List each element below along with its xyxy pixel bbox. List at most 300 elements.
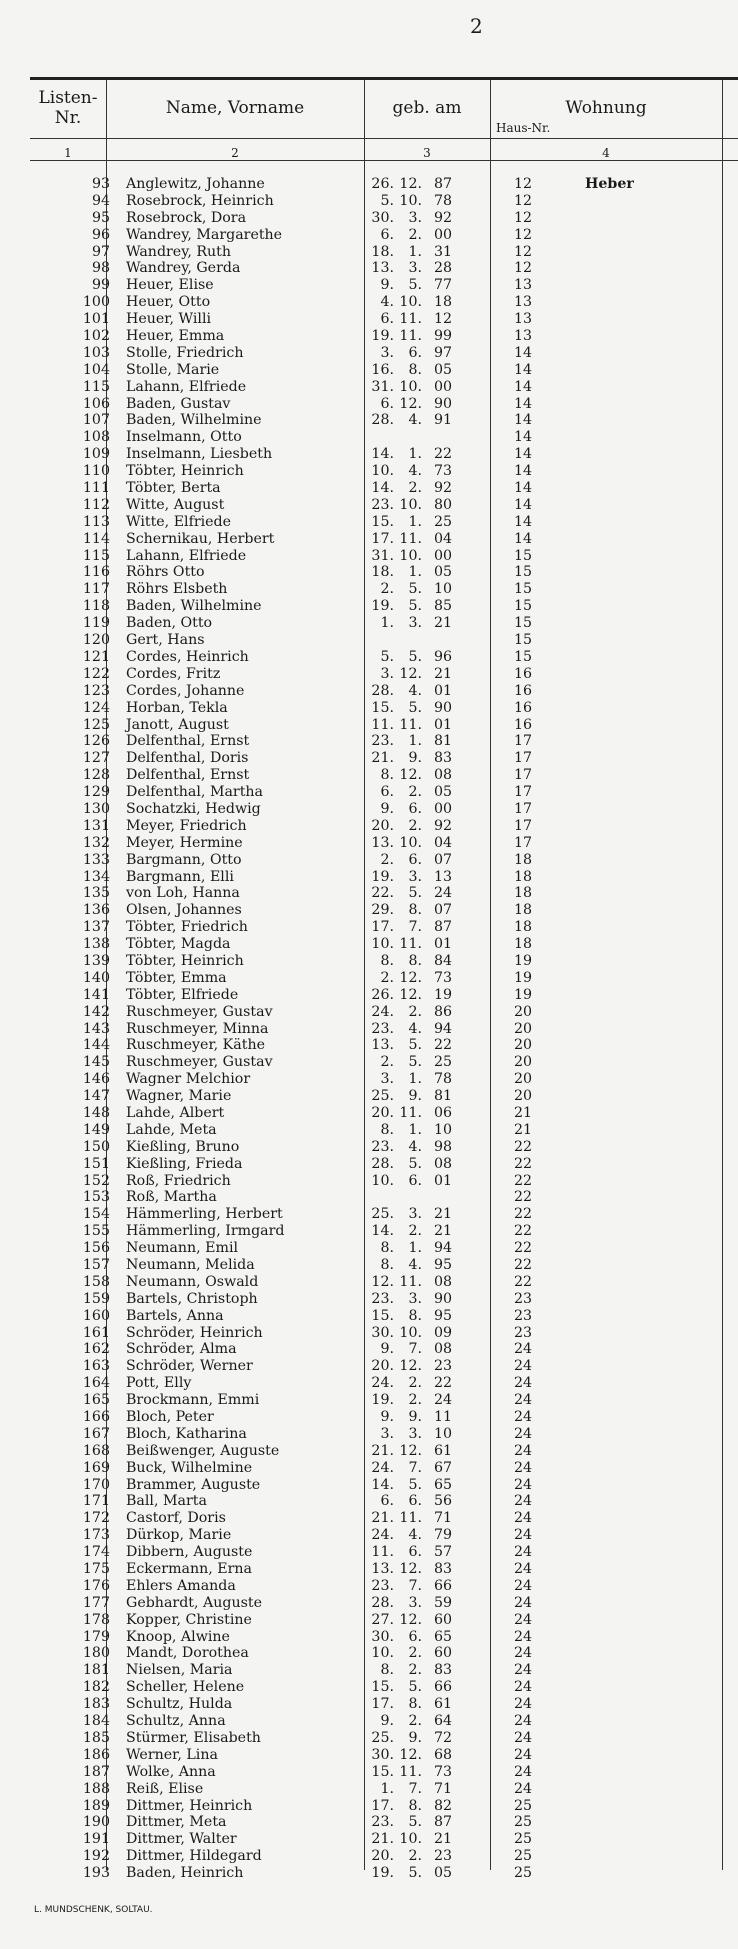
row-house-number: 19 [513,986,533,1003]
row-birth-year: 64 [433,1713,452,1730]
row-house-number: 24 [513,1628,533,1645]
row-name: Janott, August [126,716,229,733]
row-house-number: 13 [513,328,533,345]
row-birth-year: 18 [433,294,452,311]
row-birth-month: 12. [399,1611,422,1628]
row-name: Delfenthal, Ernst [126,733,250,750]
row-house-number: 24 [513,1713,533,1730]
row-number: 97 [91,243,110,260]
header-wohnung: Wohnung [565,98,647,118]
row-birth-month: 1. [408,1121,422,1138]
table-row [0,1054,738,1071]
row-birth-day: 30. [371,1746,394,1763]
row-birth-month: 3. [408,1290,422,1307]
row-birth-month: 1. [408,733,422,750]
row-birth-day: 8. [380,1662,394,1679]
row-number: 96 [91,226,110,243]
row-house-number: 24 [513,1527,533,1544]
row-birth-month: 3. [408,615,422,632]
row-house-number: 24 [513,1662,533,1679]
row-birth-month: 5. [408,699,422,716]
row-birth-day: 24. [371,1003,394,1020]
row-birth-day: 2. [380,851,394,868]
row-birth-year: 10 [433,1121,452,1138]
row-name: Rosebrock, Dora [126,209,247,226]
row-birth-day: 11. [371,716,394,733]
row-birth-year: 86 [433,1003,452,1020]
table-row [0,1173,738,1190]
row-number: 106 [82,395,110,412]
row-birth-month: 7. [408,1341,422,1358]
table-row [0,294,738,311]
row-birth-day: 9. [380,1409,394,1426]
row-birth-day: 10. [371,1645,394,1662]
row-number: 187 [82,1763,110,1780]
row-name: Heuer, Emma [126,328,225,345]
row-birth-year: 79 [433,1527,452,1544]
row-number: 147 [82,1088,110,1105]
row-birth-day: 20. [371,817,394,834]
row-house-number: 14 [513,429,533,446]
row-birth-year: 66 [433,1679,452,1696]
table-row [0,649,738,666]
table-row [0,1679,738,1696]
row-house-number: 24 [513,1577,533,1594]
row-house-number: 17 [513,834,533,851]
row-birth-year: 11 [433,1409,452,1426]
row-birth-day: 10. [371,936,394,953]
row-birth-year: 61 [433,1696,452,1713]
row-birth-month: 2. [408,1713,422,1730]
row-number: 191 [82,1831,110,1848]
row-name: Bargmann, Elli [126,868,234,885]
row-name: Schernikau, Herbert [126,530,275,547]
row-birth-month: 4. [408,682,422,699]
row-number: 179 [82,1628,110,1645]
table-row [0,970,738,987]
row-birth-year: 00 [433,547,452,564]
row-house-number: 22 [513,1206,533,1223]
row-birth-year: 24 [433,1392,452,1409]
row-number: 116 [82,564,110,581]
table-row [0,1578,738,1595]
row-house-number: 14 [513,412,533,429]
table-row [0,1341,738,1358]
row-birth-month: 5. [408,277,422,294]
row-house-number: 24 [513,1476,533,1493]
row-house-number: 22 [513,1240,533,1257]
row-birth-month: 11. [399,1104,422,1121]
row-birth-year: 83 [433,1662,452,1679]
row-birth-year: 92 [433,480,452,497]
row-number: 157 [82,1257,110,1273]
row-number: 184 [82,1713,110,1730]
table-row [0,919,738,936]
row-birth-year: 82 [433,1797,452,1814]
row-house-number: 12 [513,226,533,243]
table-row [0,379,738,396]
row-number: 109 [82,446,110,463]
row-house-number: 18 [513,885,533,902]
row-birth-day: 14. [371,480,394,497]
row-birth-month: 7. [408,1459,422,1476]
row-birth-day: 25. [371,1206,394,1223]
row-number: 169 [82,1459,110,1476]
row-name: Töbter, Emma [126,969,227,986]
table-row [0,666,738,683]
row-birth-month: 6. [408,1172,422,1189]
row-number: 134 [82,868,110,885]
row-birth-day: 14. [371,446,394,463]
table-row [0,463,738,480]
row-number: 193 [82,1865,110,1882]
table-row [0,412,738,429]
row-name: Delfenthal, Doris [126,750,249,767]
row-birth-day: 15. [371,699,394,716]
row-number: 133 [82,851,110,868]
table-row [0,936,738,953]
row-number: 161 [82,1324,110,1341]
row-number: 172 [82,1510,110,1527]
row-birth-year: 78 [433,192,452,209]
row-name: Pott, Elly [126,1375,192,1392]
row-birth-year: 90 [433,699,452,716]
header-name: Name, Vorname [165,98,305,118]
row-name: Wagner, Marie [126,1088,232,1105]
row-birth-year: 01 [433,682,452,699]
row-house-number: 13 [513,311,533,328]
row-house-number: 20 [513,1037,533,1054]
row-birth-day: 3. [380,344,394,361]
row-birth-day: 23. [371,1020,394,1037]
row-number: 154 [82,1206,110,1223]
row-birth-day: 5. [380,648,394,665]
row-birth-year: 98 [433,1138,452,1155]
row-birth-month: 5. [408,1865,422,1882]
row-house-number: 14 [513,344,533,361]
row-birth-year: 67 [433,1459,452,1476]
row-birth-year: 31 [433,243,452,260]
table-row [0,328,738,345]
row-name: Dürkop, Marie [126,1527,232,1544]
row-house-number: 24 [513,1493,533,1510]
row-name: Ball, Marta [126,1493,207,1510]
row-birth-month: 11. [399,530,422,547]
row-number: 112 [82,496,110,513]
row-birth-day: 1. [380,615,394,632]
row-birth-day: 23. [371,496,394,513]
table-row [0,987,738,1004]
table-row [0,1848,738,1865]
row-number: 141 [82,986,110,1003]
row-birth-year: 92 [433,209,452,226]
row-birth-year: 60 [433,1645,452,1662]
row-birth-day: 18. [371,564,394,581]
row-birth-day: 13. [371,834,394,851]
row-birth-day: 19. [371,328,394,345]
row-name: Gebhardt, Auguste [126,1594,262,1611]
table-row [0,193,738,210]
row-house-number: 25 [513,1831,533,1848]
row-name: Dittmer, Meta [126,1814,227,1831]
row-name: Stolle, Marie [126,361,220,378]
row-birth-month: 11. [399,328,422,345]
table-row [0,1595,738,1612]
table-row [0,260,738,277]
row-number: 144 [82,1037,110,1054]
row-number: 149 [82,1121,110,1138]
row-number: 115 [82,547,110,564]
row-birth-year: 01 [433,1172,452,1189]
row-birth-year: 87 [433,176,452,192]
row-name: Töbter, Heinrich [126,463,244,480]
row-name: Bargmann, Otto [126,851,242,868]
row-name: Stolle, Friedrich [126,344,244,361]
row-number: 159 [82,1290,110,1307]
row-number: 122 [82,665,110,682]
table-row [0,277,738,294]
row-number: 138 [82,936,110,953]
row-birth-month: 9. [408,1409,422,1426]
row-name: Wandrey, Ruth [126,243,232,260]
row-birth-month: 5. [408,1054,422,1071]
table-row [0,1139,738,1156]
row-house-number: 24 [513,1746,533,1763]
row-name: Sochatzki, Hedwig [126,800,261,817]
row-number: 174 [82,1544,110,1561]
row-name: Neumann, Emil [126,1240,239,1257]
row-house-number: 21 [513,1104,533,1121]
row-birth-year: 72 [433,1729,452,1746]
row-birth-year: 00 [433,800,452,817]
row-house-number: 25 [513,1814,533,1831]
row-birth-day: 22. [371,885,394,902]
row-house-number: 15 [513,547,533,564]
row-house-number: 24 [513,1459,533,1476]
row-birth-year: 81 [433,1088,452,1105]
column-number-4: 4 [602,146,610,160]
row-number: 140 [82,969,110,986]
row-number: 170 [82,1476,110,1493]
row-birth-day: 8. [380,767,394,784]
row-birth-day: 19. [371,868,394,885]
table-row [0,176,738,193]
row-birth-day: 8. [380,952,394,969]
row-name: Kießling, Bruno [126,1138,240,1155]
table-row [0,1240,738,1257]
row-birth-month: 3. [408,1594,422,1611]
row-birth-year: 90 [433,395,452,412]
row-house-number: 24 [513,1425,533,1442]
row-house-number: 16 [513,716,533,733]
row-name: Buck, Wilhelmine [126,1459,253,1476]
table-row [0,1781,738,1798]
table-row [0,1814,738,1831]
row-number: 114 [82,530,110,547]
table-row [0,1426,738,1443]
row-house-number: 23 [513,1307,533,1324]
row-number: 188 [82,1780,110,1797]
row-birth-month: 10. [399,1831,422,1848]
row-birth-year: 13 [433,868,452,885]
row-house-number: 12 [513,192,533,209]
row-birth-month: 2. [408,1003,422,1020]
table-row [0,1021,738,1038]
row-number: 120 [82,632,110,649]
row-birth-day: 6. [380,226,394,243]
table-row [0,1122,738,1139]
table-row [0,1156,738,1173]
row-number: 168 [82,1442,110,1459]
row-birth-month: 9. [408,1088,422,1105]
row-birth-year: 68 [433,1746,452,1763]
row-birth-year: 05 [433,361,452,378]
row-house-number: 24 [513,1679,533,1696]
row-house-number: 14 [513,378,533,395]
row-birth-day: 20. [371,1848,394,1865]
row-number: 139 [82,952,110,969]
table-row [0,1865,738,1882]
row-birth-month: 10. [399,496,422,513]
row-birth-year: 21 [433,1206,452,1223]
row-birth-day: 19. [371,598,394,615]
row-birth-day: 28. [371,1155,394,1172]
row-birth-month: 8. [408,1797,422,1814]
row-number: 175 [82,1561,110,1578]
row-birth-year: 22 [433,446,452,463]
row-birth-day: 31. [371,547,394,564]
row-house-number: 22 [513,1257,533,1273]
row-birth-month: 3. [408,1425,422,1442]
row-birth-month: 5. [408,598,422,615]
row-birth-year: 78 [433,1071,452,1088]
row-birth-day: 8. [380,1121,394,1138]
row-number: 142 [82,1003,110,1020]
table-row [0,1274,738,1291]
row-birth-day: 9. [380,277,394,294]
row-birth-month: 12. [399,1442,422,1459]
row-number: 118 [82,598,110,615]
row-birth-year: 07 [433,902,452,919]
row-number: 166 [82,1409,110,1426]
table-row [0,1443,738,1460]
row-house-number: 15 [513,632,533,649]
row-birth-day: 26. [371,176,394,192]
row-name: Kießling, Frieda [126,1155,243,1172]
row-birth-day: 25. [371,1088,394,1105]
row-name: Mandt, Dorothea [126,1645,249,1662]
row-number: 162 [82,1341,110,1358]
row-birth-month: 7. [408,1577,422,1594]
table-row [0,733,738,750]
row-name: Schröder, Werner [126,1358,253,1375]
row-birth-month: 6. [408,344,422,361]
row-birth-year: 71 [433,1510,452,1527]
page-number: 2 [470,14,483,38]
row-name: Dittmer, Hildegard [126,1848,262,1865]
row-birth-year: 09 [433,1324,452,1341]
row-number: 177 [82,1594,110,1611]
table-row [0,632,738,649]
row-number: 104 [82,361,110,378]
row-house-number: 20 [513,1071,533,1088]
table-row [0,885,738,902]
row-birth-year: 65 [433,1476,452,1493]
row-number: 146 [82,1071,110,1088]
row-name: Baden, Wilhelmine [126,598,262,615]
row-number: 182 [82,1679,110,1696]
row-number: 189 [82,1797,110,1814]
row-number: 153 [82,1189,110,1206]
table-row [0,801,738,818]
row-birth-month: 8. [408,1696,422,1713]
row-house-number: 12 [513,209,533,226]
row-birth-year: 10 [433,1425,452,1442]
row-number: 99 [91,277,110,294]
row-birth-month: 5. [408,1814,422,1831]
row-birth-month: 2. [408,1662,422,1679]
row-name: Eckermann, Erna [126,1561,253,1578]
row-number: 102 [82,328,110,345]
row-birth-month: 10. [399,834,422,851]
row-name: Bloch, Katharina [126,1425,247,1442]
row-birth-month: 2. [408,1375,422,1392]
row-house-number: 15 [513,648,533,665]
row-birth-day: 29. [371,902,394,919]
row-name: Wandrey, Gerda [126,260,241,277]
row-number: 113 [82,513,110,530]
row-number: 156 [82,1240,110,1257]
table-row [0,818,738,835]
row-birth-year: 05 [433,1865,452,1882]
row-house-number: 22 [513,1189,533,1206]
table-row [0,1561,738,1578]
table-row [0,1612,738,1629]
register-table-body [0,176,738,1882]
row-house-number: 18 [513,936,533,953]
row-number: 163 [82,1358,110,1375]
row-birth-year: 96 [433,648,452,665]
row-birth-day: 23. [371,1290,394,1307]
row-house-number: 19 [513,969,533,986]
row-birth-year: 24 [433,885,452,902]
row-name: von Loh, Hanna [126,885,240,902]
table-row [0,953,738,970]
row-birth-day: 15. [371,1763,394,1780]
table-row [0,1696,738,1713]
row-birth-year: 57 [433,1544,452,1561]
row-house-number: 18 [513,902,533,919]
row-birth-month: 2. [408,226,422,243]
row-birth-month: 4. [408,1527,422,1544]
row-house-number: 14 [513,395,533,412]
row-birth-month: 2. [408,817,422,834]
row-birth-month: 3. [408,260,422,277]
table-row [0,396,738,413]
row-birth-day: 18. [371,243,394,260]
row-house-number: 24 [513,1729,533,1746]
row-birth-month: 7. [408,1780,422,1797]
table-row [0,514,738,531]
row-birth-day: 21. [371,1510,394,1527]
row-house-number: 24 [513,1696,533,1713]
row-birth-year: 00 [433,226,452,243]
row-name: Ruschmeyer, Käthe [126,1037,265,1054]
row-birth-day: 20. [371,1358,394,1375]
row-birth-month: 11. [399,716,422,733]
row-name: Brammer, Auguste [126,1476,261,1493]
table-row [0,1257,738,1274]
